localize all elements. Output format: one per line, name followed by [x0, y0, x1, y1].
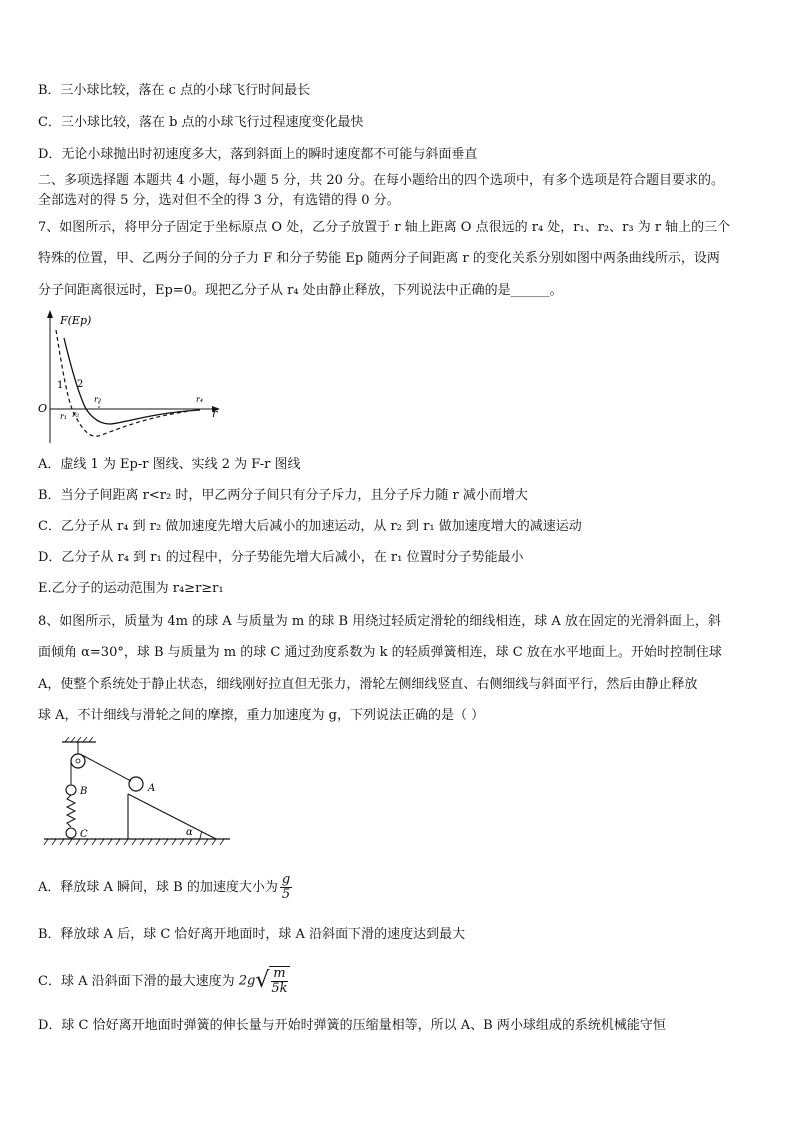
q6-option-b: B．三小球比较，落在 c 点的小球飞行时间最长 — [38, 83, 311, 98]
right-string — [82, 755, 131, 781]
q8-option-b: B．释放球 A 后，球 C 恰好离开地面时，球 A 沿斜面下滑的速度达到最大 — [38, 927, 466, 942]
radicand-denominator: 5k — [271, 981, 288, 996]
q8-option-d: D．球 C 恰好离开地面时弹簧的伸长量与开始时弹簧的压缩量相等，所以 A、B 两小球组成的系统机械能守恒 — [38, 1018, 666, 1033]
ceiling-hatch — [65, 737, 93, 742]
y-axis-arrow — [47, 310, 53, 318]
q7-option-a: A．虚线 1 为 Ep-r 图线、实线 2 为 F-r 图线 — [38, 457, 301, 472]
q8-stem-line3: A，使整个系统处于静止状态，细线刚好拉直但无张力，滑轮左侧细线竖直、右侧细线与斜面平行，然后由静止释放 — [38, 677, 698, 692]
q8-option-a — [38, 871, 292, 905]
r2-label: r₂ — [72, 410, 80, 419]
q7-option-c: C．乙分子从 r₄ 到 r₂ 做加速度先增大后减小的加速运动，从 r₂ 到 r₁ 做加速度增大的减速运动 — [38, 519, 582, 534]
q8-option-a-text: A．释放球 A 瞬间，球 B 的加速度大小为 — [38, 880, 278, 895]
q8-option-c-text: C．球 A 沿斜面下滑的最大速度为 — [38, 973, 235, 989]
sqrt-sign: √ — [255, 968, 270, 993]
fraction-numerator: g — [281, 872, 291, 887]
ball-c — [66, 828, 76, 838]
curve-2-label: 2 — [77, 379, 84, 390]
q7-stem-line1: 7、如图所示，将甲分子固定于坐标原点 O 处，乙分子放置于 r 轴上距离 O 点很远的 r₄ 处，r₁、r₂、r₃ 为 r 轴上的三个 — [38, 220, 731, 235]
q8-stem-line2: 面倾角 α=30°，球 B 与质量为 m 的球 C 通过劲度系数为 k 的轻质弹簧相连，球 C 放在水平地面上。开始时控制住球 — [38, 645, 722, 660]
q8-stem-line4: 球 A，不计细线与滑轮之间的摩擦，重力加速度为 g，下列说法正确的是（ ） — [38, 708, 485, 723]
section2-header-line1: 二、多项选择题 本题共 4 小题，每小题 5 分，共 20 分。在每小题给出的四个选项中，有多个选项是符合题目要求的。 — [38, 173, 725, 188]
q8-pulley-incline-figure — [40, 736, 235, 851]
q8-option-c — [38, 964, 290, 999]
q7-stem-line3: 分子间距离很远时，Ep=0。现把乙分子从 r₄ 处由静止释放，下列说法中正确的是______。 — [38, 283, 563, 298]
coefficient: 2g — [238, 973, 256, 989]
q8-stem-line1: 8、如图所示，质量为 4m 的球 A 与质量为 m 的球 B 用绕过轻质定滑轮的细线相连，球 A 放在固定的光滑斜面上，斜 — [38, 614, 721, 629]
angle-arc — [200, 832, 202, 839]
ball-b-label: B — [80, 786, 88, 797]
incline-slope — [128, 794, 216, 839]
radicand — [269, 966, 289, 996]
r1-label: r₁ — [60, 412, 68, 421]
pulley-axle — [76, 759, 80, 763]
ball-a-label: A — [148, 783, 156, 794]
q7-option-d: D．乙分子从 r₄ 到 r₁ 的过程中，分子势能先增大后减小，在 r₁ 位置时分子势能最小 — [38, 550, 524, 565]
ball-b — [66, 785, 76, 795]
y-axis-label: F(Ep) — [60, 314, 92, 327]
ground-hatch — [44, 839, 224, 845]
radicand-numerator: m — [273, 966, 286, 981]
max-speed-expression — [239, 964, 290, 999]
r4-label: r₄ — [196, 395, 204, 404]
spring — [67, 795, 75, 827]
x-axis-label: r — [212, 407, 218, 420]
fraction-denominator: 5 — [281, 887, 291, 902]
origin-label: O — [38, 402, 48, 415]
section2-header-line2: 全部选对的得 5 分，选对但不全的得 3 分，有选错的得 0 分。 — [38, 193, 400, 208]
q6-option-d: D．无论小球抛出时初速度多大，落到斜面上的瞬时速度都不可能与斜面垂直 — [38, 147, 478, 162]
curve-2-solid — [64, 338, 200, 424]
q7-option-b: B．当分子间距离 r<r₂ 时，甲乙两分子间只有分子斥力，且分子斥力随 r 减小而增大 — [38, 488, 528, 503]
ball-c-label: C — [80, 829, 88, 840]
r3-label: r₃ — [94, 395, 102, 404]
angle-label: α — [186, 827, 193, 838]
q7-option-e: E.乙分子的运动范围为 r₄≥r≥r₁ — [38, 581, 224, 596]
pulley — [71, 754, 85, 768]
ball-a — [129, 777, 143, 791]
q7-force-potential-graph — [40, 308, 225, 448]
q6-option-c: C．三小球比较，落在 b 点的小球飞行过程速度变化最快 — [38, 115, 364, 130]
curve-1-label: 1 — [57, 380, 64, 391]
q7-stem-line2: 特殊的位置，甲、乙两分子间的分子力 F 和分子势能 Ep 随两分子间距离 r 的变化关系分别如图中两条曲线所示，设两 — [38, 251, 720, 266]
fraction-g-over-5 — [280, 873, 292, 902]
